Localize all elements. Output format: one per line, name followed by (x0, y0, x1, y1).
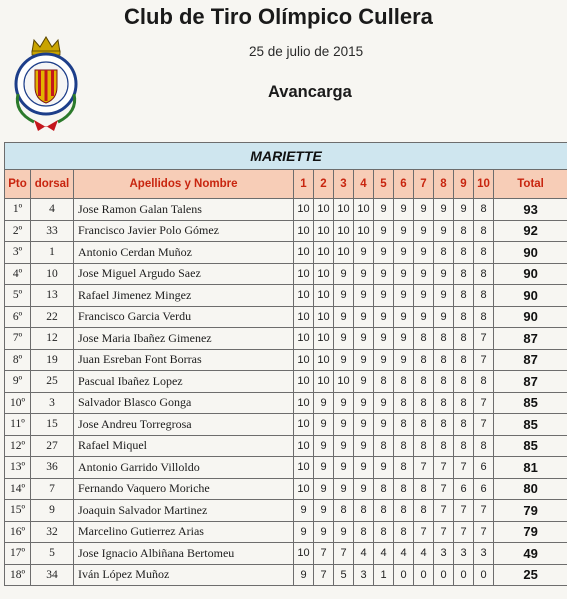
score-cell: 9 (294, 564, 314, 586)
total-cell: 87 (494, 371, 567, 393)
score-cell: 10 (294, 349, 314, 371)
score-cell: 4 (394, 543, 414, 565)
score-cell: 1 (374, 564, 394, 586)
score-cell: 3 (434, 543, 454, 565)
total-cell: 90 (494, 242, 567, 264)
score-cell: 5 (334, 564, 354, 586)
club-crest-logo (4, 32, 88, 132)
total-cell: 90 (494, 263, 567, 285)
score-cell: 10 (314, 371, 334, 393)
score-cell: 8 (434, 392, 454, 414)
score-cell: 7 (474, 392, 494, 414)
score-cell: 7 (314, 543, 334, 565)
score-cell: 10 (294, 220, 314, 242)
score-cell: 9 (374, 349, 394, 371)
dorsal-cell: 27 (31, 435, 74, 457)
score-cell: 8 (414, 500, 434, 522)
score-cell: 7 (454, 521, 474, 543)
score-cell: 9 (374, 263, 394, 285)
score-cell: 9 (394, 285, 414, 307)
column-header-total: Total (494, 170, 567, 199)
score-cell: 9 (314, 478, 334, 500)
score-cell: 6 (474, 478, 494, 500)
total-cell: 93 (494, 199, 567, 221)
score-cell: 8 (434, 414, 454, 436)
score-cell: 9 (334, 457, 354, 479)
score-cell: 9 (354, 414, 374, 436)
score-cell: 9 (314, 414, 334, 436)
shooter-name-cell: Rafael Miquel (74, 435, 294, 457)
column-header-row (5, 170, 567, 199)
table-row (5, 306, 567, 328)
table-row (5, 435, 567, 457)
score-cell: 9 (334, 392, 354, 414)
score-cell: 9 (394, 220, 414, 242)
total-cell: 90 (494, 285, 567, 307)
column-header-dorsal: dorsal (31, 170, 74, 199)
score-cell: 10 (354, 220, 374, 242)
score-cell: 9 (354, 435, 374, 457)
score-cell: 8 (474, 285, 494, 307)
shooter-name-cell: Jose Ramon Galan Talens (74, 199, 294, 221)
score-cell: 8 (354, 500, 374, 522)
column-header-series-3: 3 (334, 170, 354, 199)
score-cell: 10 (294, 199, 314, 221)
score-cell: 9 (394, 349, 414, 371)
score-cell: 8 (474, 242, 494, 264)
score-cell: 8 (414, 478, 434, 500)
score-cell: 10 (294, 414, 314, 436)
score-cell: 8 (354, 521, 374, 543)
column-header-series-6: 6 (394, 170, 414, 199)
shooter-name-cell: Antonio Garrido Villoldo (74, 457, 294, 479)
score-cell: 10 (294, 371, 314, 393)
score-cell: 10 (314, 349, 334, 371)
score-cell: 8 (454, 414, 474, 436)
score-cell: 8 (454, 242, 474, 264)
rank-cell: 14º (5, 478, 31, 500)
total-cell: 85 (494, 414, 567, 436)
score-cell: 9 (334, 306, 354, 328)
score-cell: 9 (354, 457, 374, 479)
score-cell: 9 (354, 478, 374, 500)
rank-cell: 10º (5, 392, 31, 414)
rank-cell: 4º (5, 263, 31, 285)
table-row (5, 564, 567, 586)
table-row (5, 457, 567, 479)
score-cell: 9 (414, 220, 434, 242)
score-cell: 7 (434, 521, 454, 543)
score-cell: 10 (334, 242, 354, 264)
rank-cell: 16º (5, 521, 31, 543)
total-cell: 87 (494, 349, 567, 371)
score-cell: 9 (354, 306, 374, 328)
event-date: 25 de julio de 2015 (249, 44, 364, 59)
score-cell: 8 (454, 349, 474, 371)
score-cell: 3 (474, 543, 494, 565)
rank-cell: 1º (5, 199, 31, 221)
total-cell: 81 (494, 457, 567, 479)
score-cell: 9 (334, 285, 354, 307)
dorsal-cell: 15 (31, 414, 74, 436)
table-row (5, 414, 567, 436)
score-cell: 8 (454, 263, 474, 285)
shooter-name-cell: Jose Maria Ibañez Gimenez (74, 328, 294, 350)
table-row (5, 500, 567, 522)
score-cell: 7 (474, 349, 494, 371)
score-cell: 9 (314, 500, 334, 522)
score-cell: 10 (294, 392, 314, 414)
dorsal-cell: 13 (31, 285, 74, 307)
rank-cell: 2º (5, 220, 31, 242)
score-cell: 10 (334, 371, 354, 393)
score-cell: 9 (374, 306, 394, 328)
score-cell: 9 (354, 371, 374, 393)
score-cell: 9 (334, 414, 354, 436)
score-cell: 9 (414, 263, 434, 285)
dorsal-cell: 12 (31, 328, 74, 350)
score-cell: 9 (414, 285, 434, 307)
score-cell: 10 (334, 199, 354, 221)
shooter-name-cell: Rafael Jimenez Mingez (74, 285, 294, 307)
total-cell: 85 (494, 392, 567, 414)
score-cell: 7 (434, 500, 454, 522)
score-cell: 8 (394, 500, 414, 522)
total-cell: 90 (494, 306, 567, 328)
shooter-name-cell: Marcelino Gutierrez Arias (74, 521, 294, 543)
table-row (5, 328, 567, 350)
score-cell: 8 (394, 435, 414, 457)
score-cell: 4 (354, 543, 374, 565)
rank-cell: 3º (5, 242, 31, 264)
total-cell: 92 (494, 220, 567, 242)
score-cell: 10 (294, 543, 314, 565)
rank-cell: 9º (5, 371, 31, 393)
score-cell: 10 (314, 242, 334, 264)
table-row (5, 349, 567, 371)
score-cell: 9 (434, 285, 454, 307)
column-header-series-5: 5 (374, 170, 394, 199)
score-cell: 9 (414, 242, 434, 264)
table-row (5, 285, 567, 307)
column-header-series-1: 1 (294, 170, 314, 199)
shooter-name-cell: Jose Ignacio Albiñana Bertomeu (74, 543, 294, 565)
score-cell: 10 (294, 285, 314, 307)
score-cell: 0 (474, 564, 494, 586)
shooter-name-cell: Jose Andreu Torregrosa (74, 414, 294, 436)
dorsal-cell: 36 (31, 457, 74, 479)
score-cell: 9 (374, 285, 394, 307)
score-cell: 8 (414, 328, 434, 350)
score-cell: 7 (474, 521, 494, 543)
score-cell: 9 (334, 478, 354, 500)
score-cell: 8 (474, 371, 494, 393)
score-cell: 8 (434, 435, 454, 457)
score-cell: 6 (454, 478, 474, 500)
score-cell: 10 (314, 199, 334, 221)
score-cell: 9 (374, 457, 394, 479)
score-cell: 9 (394, 306, 414, 328)
score-cell: 9 (354, 242, 374, 264)
score-cell: 7 (434, 457, 454, 479)
shooter-name-cell: Pascual Ibañez Lopez (74, 371, 294, 393)
score-cell: 6 (474, 457, 494, 479)
score-cell: 10 (294, 435, 314, 457)
score-cell: 7 (414, 457, 434, 479)
score-cell: 9 (334, 521, 354, 543)
score-cell: 8 (474, 306, 494, 328)
score-cell: 9 (374, 414, 394, 436)
table-row (5, 220, 567, 242)
score-cell: 9 (434, 220, 454, 242)
column-header-series-8: 8 (434, 170, 454, 199)
score-cell: 8 (474, 220, 494, 242)
table-row (5, 371, 567, 393)
shooter-name-cell: Juan Esreban Font Borras (74, 349, 294, 371)
results-table (4, 142, 567, 586)
score-cell: 10 (314, 263, 334, 285)
score-cell: 10 (314, 306, 334, 328)
score-cell: 8 (474, 199, 494, 221)
dorsal-cell: 34 (31, 564, 74, 586)
total-cell: 79 (494, 500, 567, 522)
score-cell: 7 (454, 500, 474, 522)
score-cell: 9 (414, 199, 434, 221)
table-row (5, 543, 567, 565)
dorsal-cell: 19 (31, 349, 74, 371)
shooter-name-cell: Jose Miguel Argudo Saez (74, 263, 294, 285)
table-row (5, 263, 567, 285)
score-cell: 0 (394, 564, 414, 586)
rank-cell: 6º (5, 306, 31, 328)
column-header-name: Apellidos y Nombre (74, 170, 294, 199)
score-cell: 9 (354, 263, 374, 285)
score-cell: 4 (414, 543, 434, 565)
score-cell: 10 (314, 220, 334, 242)
table-row (5, 521, 567, 543)
results-body (5, 143, 567, 586)
score-cell: 8 (474, 263, 494, 285)
score-cell: 7 (334, 543, 354, 565)
score-cell: 9 (374, 328, 394, 350)
score-cell: 0 (454, 564, 474, 586)
score-cell: 7 (474, 414, 494, 436)
score-cell: 8 (414, 371, 434, 393)
score-cell: 10 (294, 457, 314, 479)
score-cell: 8 (414, 435, 434, 457)
column-header-series-2: 2 (314, 170, 334, 199)
total-cell: 80 (494, 478, 567, 500)
page-title: Club de Tiro Olímpico Cullera (124, 4, 433, 29)
shooter-name-cell: Antonio Cerdan Muñoz (74, 242, 294, 264)
score-cell: 8 (374, 435, 394, 457)
score-cell: 7 (434, 478, 454, 500)
score-cell: 9 (354, 349, 374, 371)
column-header-series-10: 10 (474, 170, 494, 199)
score-cell: 8 (394, 457, 414, 479)
score-cell: 9 (314, 435, 334, 457)
document-header (0, 0, 567, 140)
score-cell: 10 (294, 263, 314, 285)
total-cell: 87 (494, 328, 567, 350)
score-cell: 7 (474, 500, 494, 522)
table-row (5, 199, 567, 221)
score-cell: 8 (434, 371, 454, 393)
section-title: MARIETTE (5, 143, 567, 170)
score-cell: 10 (334, 220, 354, 242)
score-cell: 8 (454, 392, 474, 414)
column-header-series-7: 7 (414, 170, 434, 199)
table-row (5, 392, 567, 414)
score-cell: 10 (354, 199, 374, 221)
shooter-name-cell: Francisco Javier Polo Gómez (74, 220, 294, 242)
score-cell: 8 (454, 328, 474, 350)
score-cell: 8 (394, 371, 414, 393)
score-cell: 8 (454, 220, 474, 242)
dorsal-cell: 4 (31, 199, 74, 221)
score-cell: 8 (434, 349, 454, 371)
column-header-pto: Pto (5, 170, 31, 199)
score-cell: 9 (334, 328, 354, 350)
score-cell: 9 (294, 521, 314, 543)
score-cell: 8 (434, 328, 454, 350)
total-cell: 49 (494, 543, 567, 565)
score-cell: 9 (354, 328, 374, 350)
total-cell: 85 (494, 435, 567, 457)
section-row (5, 143, 567, 170)
total-cell: 79 (494, 521, 567, 543)
score-cell: 8 (394, 478, 414, 500)
rank-cell: 8º (5, 349, 31, 371)
score-cell: 7 (314, 564, 334, 586)
rank-cell: 5º (5, 285, 31, 307)
score-cell: 8 (414, 414, 434, 436)
dorsal-cell: 7 (31, 478, 74, 500)
column-header-series-4: 4 (354, 170, 374, 199)
score-cell: 9 (414, 306, 434, 328)
score-cell: 8 (374, 478, 394, 500)
score-cell: 10 (294, 478, 314, 500)
score-cell: 8 (414, 392, 434, 414)
score-cell: 9 (394, 263, 414, 285)
score-cell: 7 (474, 328, 494, 350)
column-header-series-9: 9 (454, 170, 474, 199)
score-cell: 9 (334, 435, 354, 457)
table-row (5, 242, 567, 264)
score-cell: 10 (314, 285, 334, 307)
score-cell: 10 (294, 306, 314, 328)
score-cell: 9 (434, 306, 454, 328)
dorsal-cell: 32 (31, 521, 74, 543)
score-cell: 9 (374, 392, 394, 414)
rank-cell: 7º (5, 328, 31, 350)
score-cell: 8 (394, 392, 414, 414)
score-cell: 8 (454, 371, 474, 393)
score-cell: 9 (374, 242, 394, 264)
rank-cell: 13º (5, 457, 31, 479)
dorsal-cell: 25 (31, 371, 74, 393)
results-table-container (4, 142, 567, 599)
rank-cell: 12º (5, 435, 31, 457)
rank-cell: 18º (5, 564, 31, 586)
rank-cell: 11º (5, 414, 31, 436)
score-cell: 10 (314, 328, 334, 350)
score-cell: 9 (314, 392, 334, 414)
shooter-name-cell: Salvador Blasco Gonga (74, 392, 294, 414)
rank-cell: 17º (5, 543, 31, 565)
total-cell: 25 (494, 564, 567, 586)
score-cell: 3 (354, 564, 374, 586)
score-cell: 8 (394, 521, 414, 543)
score-cell: 8 (474, 435, 494, 457)
dorsal-cell: 9 (31, 500, 74, 522)
discipline-title: Avancarga (268, 83, 352, 101)
score-cell: 9 (454, 199, 474, 221)
score-cell: 8 (334, 500, 354, 522)
score-cell: 9 (374, 220, 394, 242)
score-cell: 9 (394, 328, 414, 350)
score-cell: 8 (434, 242, 454, 264)
score-cell: 10 (294, 242, 314, 264)
score-cell: 8 (414, 349, 434, 371)
dorsal-cell: 22 (31, 306, 74, 328)
shooter-name-cell: Iván López Muñoz (74, 564, 294, 586)
score-cell: 9 (334, 263, 354, 285)
score-cell: 8 (454, 306, 474, 328)
score-cell: 9 (314, 457, 334, 479)
dorsal-cell: 3 (31, 392, 74, 414)
dorsal-cell: 5 (31, 543, 74, 565)
score-cell: 4 (374, 543, 394, 565)
shooter-name-cell: Joaquin Salvador Martinez (74, 500, 294, 522)
score-cell: 0 (434, 564, 454, 586)
score-cell: 0 (414, 564, 434, 586)
score-cell: 8 (394, 414, 414, 436)
score-cell: 9 (334, 349, 354, 371)
score-cell: 9 (294, 500, 314, 522)
score-cell: 9 (354, 392, 374, 414)
score-cell: 9 (434, 199, 454, 221)
score-cell: 3 (454, 543, 474, 565)
score-cell: 9 (314, 521, 334, 543)
table-row (5, 478, 567, 500)
rank-cell: 15º (5, 500, 31, 522)
score-cell: 8 (374, 500, 394, 522)
score-cell: 8 (454, 285, 474, 307)
shooter-name-cell: Francisco Garcia Verdu (74, 306, 294, 328)
dorsal-cell: 1 (31, 242, 74, 264)
dorsal-cell: 33 (31, 220, 74, 242)
score-cell: 10 (294, 328, 314, 350)
dorsal-cell: 10 (31, 263, 74, 285)
score-cell: 7 (454, 457, 474, 479)
score-cell: 8 (374, 371, 394, 393)
score-cell: 9 (434, 263, 454, 285)
score-cell: 8 (374, 521, 394, 543)
score-cell: 8 (454, 435, 474, 457)
shooter-name-cell: Fernando Vaquero Moriche (74, 478, 294, 500)
score-cell: 9 (394, 199, 414, 221)
score-cell: 9 (354, 285, 374, 307)
score-cell: 7 (414, 521, 434, 543)
score-cell: 9 (374, 199, 394, 221)
score-cell: 9 (394, 242, 414, 264)
